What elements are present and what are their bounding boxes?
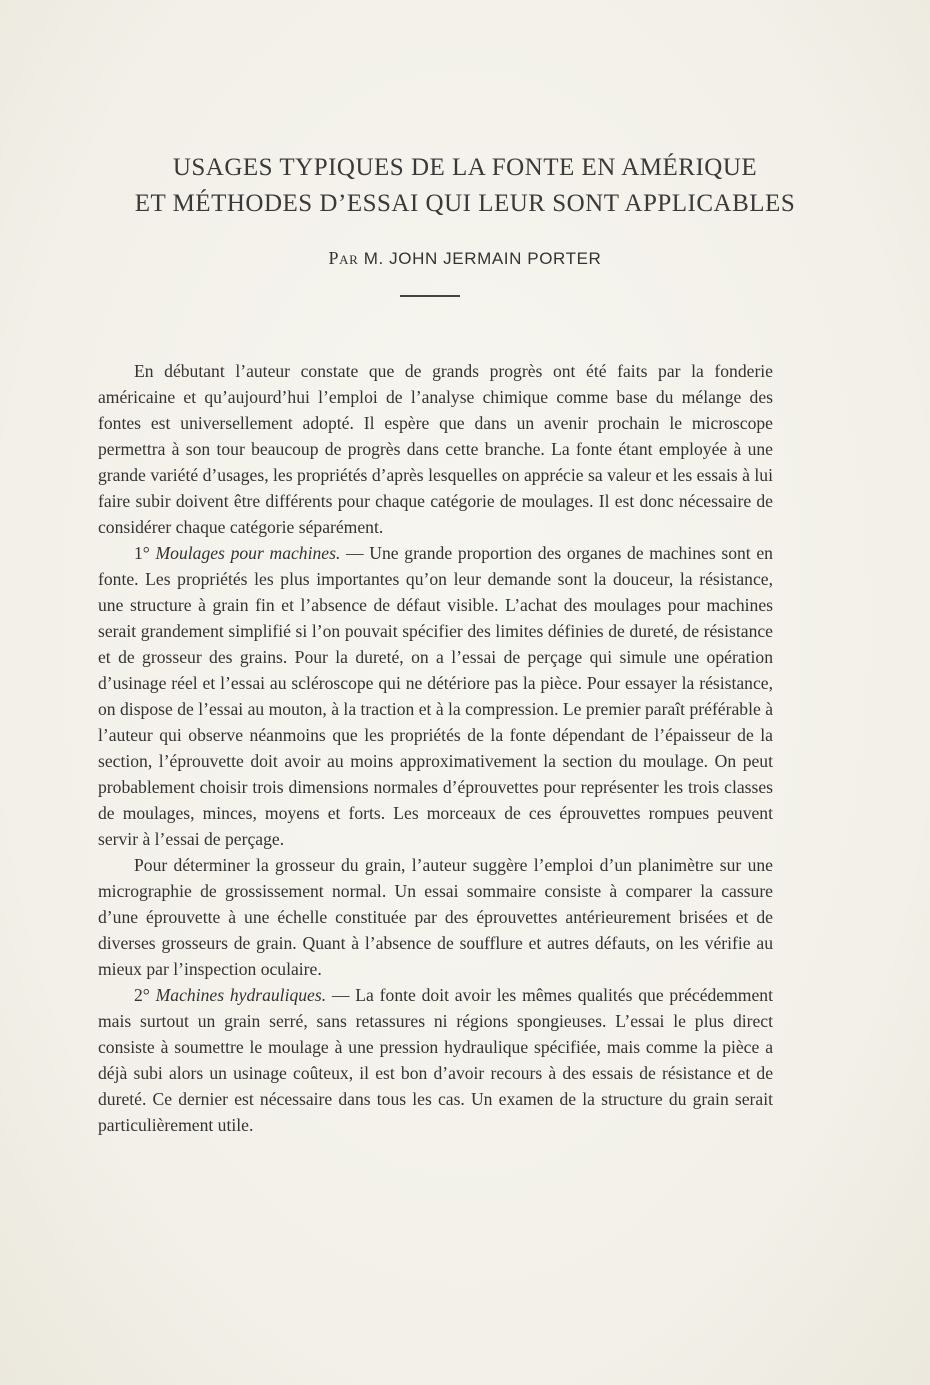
section-heading: Moulages pour machines. — [155, 543, 341, 563]
section-number: 1° — [134, 543, 156, 563]
title-line-1: USAGES TYPIQUES DE LA FONTE EN AMÉRIQUE — [172, 154, 758, 181]
paragraph-text: En débutant l’auteur constate que de grands progrès ont été faits par la fonderie américaine et qu’aujourd’hui l’emploi de l’analyse chimique comme base du mélange des fontes est universellement adopté. Il espère que dans un avenir prochain le microscope permettra à son tour beaucoup de progrès dans cette branche. La fonte étant employée à une grande variété d’usages, les propriétés d’après lesquelles on apprécie sa valeur et les essais à lui faire subir doivent être différents pour chaque catégorie de moulages. Il est donc nécessaire de considérer chaque catégorie séparément. — [98, 361, 773, 537]
title-line-2: ET MÉTHODES D’ESSAI QUI LEUR SONT APPLICABLES — [134, 190, 796, 217]
paragraph-text: Pour déterminer la grosseur du grain, l’auteur suggère l’emploi d’un planimètre sur une micrographie de grossissement normal. Un essai sommaire consiste à comparer la cassure d’une éprouvette à une échelle constituée par des éprouvettes antérieurement brisées et de diverses grosseurs de grain. Quant à l’absence de soufflure et autres défauts, on les vérifie au mieux par l’inspection oculaire. — [98, 855, 773, 979]
article-body — [98, 358, 773, 1138]
author-prefix: Par — [328, 248, 359, 268]
section-number: 2° — [134, 985, 156, 1005]
paragraph-grain-size — [98, 852, 773, 982]
paragraph-intro — [98, 358, 773, 540]
title-divider — [400, 295, 460, 297]
author-line — [0, 248, 930, 269]
paragraph-hydraulic — [98, 982, 773, 1138]
paragraph-machines — [98, 540, 773, 852]
section-heading: Machines hydrauliques. — [155, 985, 327, 1005]
paragraph-text: — La fonte doit avoir les mêmes qualités que précédemment mais surtout un grain serré, sans retassures ni régions spongieuses. L’essai le plus direct consiste à soumettre le moulage à une pression hydraulique spécifiée, mais comme la pièce a déjà subi alors un usinage coûteux, il est bon d’avoir recours à des essais de résistance et de dureté. Ce dernier est nécessaire dans tous les cas. Un examen de la structure du grain serait particulièrement utile. — [98, 985, 773, 1135]
paragraph-text: — Une grande proportion des organes de machines sont en fonte. Les propriétés les plus importantes qu’on leur demande sont la douceur, la résistance, une structure à grain fin et l’absence de défaut visible. L’achat des moulages pour machines serait grandement simplifié si l’on pouvait spécifier des limites définies de dureté, de résistance et de grosseur des grains. Pour la dureté, on a l’essai de perçage qui simule une opération d’usinage réel et l’essai au scléroscope qui ne détériore pas la pièce. Pour essayer la résistance, on dispose de l’essai au mouton, à la traction et à la compression. Le premier paraît préférable à l’auteur qui observe néanmoins que les propriétés de la fonte dépendant de l’épaisseur de la section, l’éprouvette doit avoir au moins approximativement la section du moulage. On peut probablement choisir trois dimensions normales d’éprouvettes pour représenter les trois classes de moulages, minces, moyens et forts. Les morceaux de ces éprouvettes rompues peuvent servir à l’essai de perçage. — [98, 543, 773, 849]
author-name: M. JOHN JERMAIN PORTER — [363, 249, 602, 268]
article-title — [0, 150, 930, 222]
